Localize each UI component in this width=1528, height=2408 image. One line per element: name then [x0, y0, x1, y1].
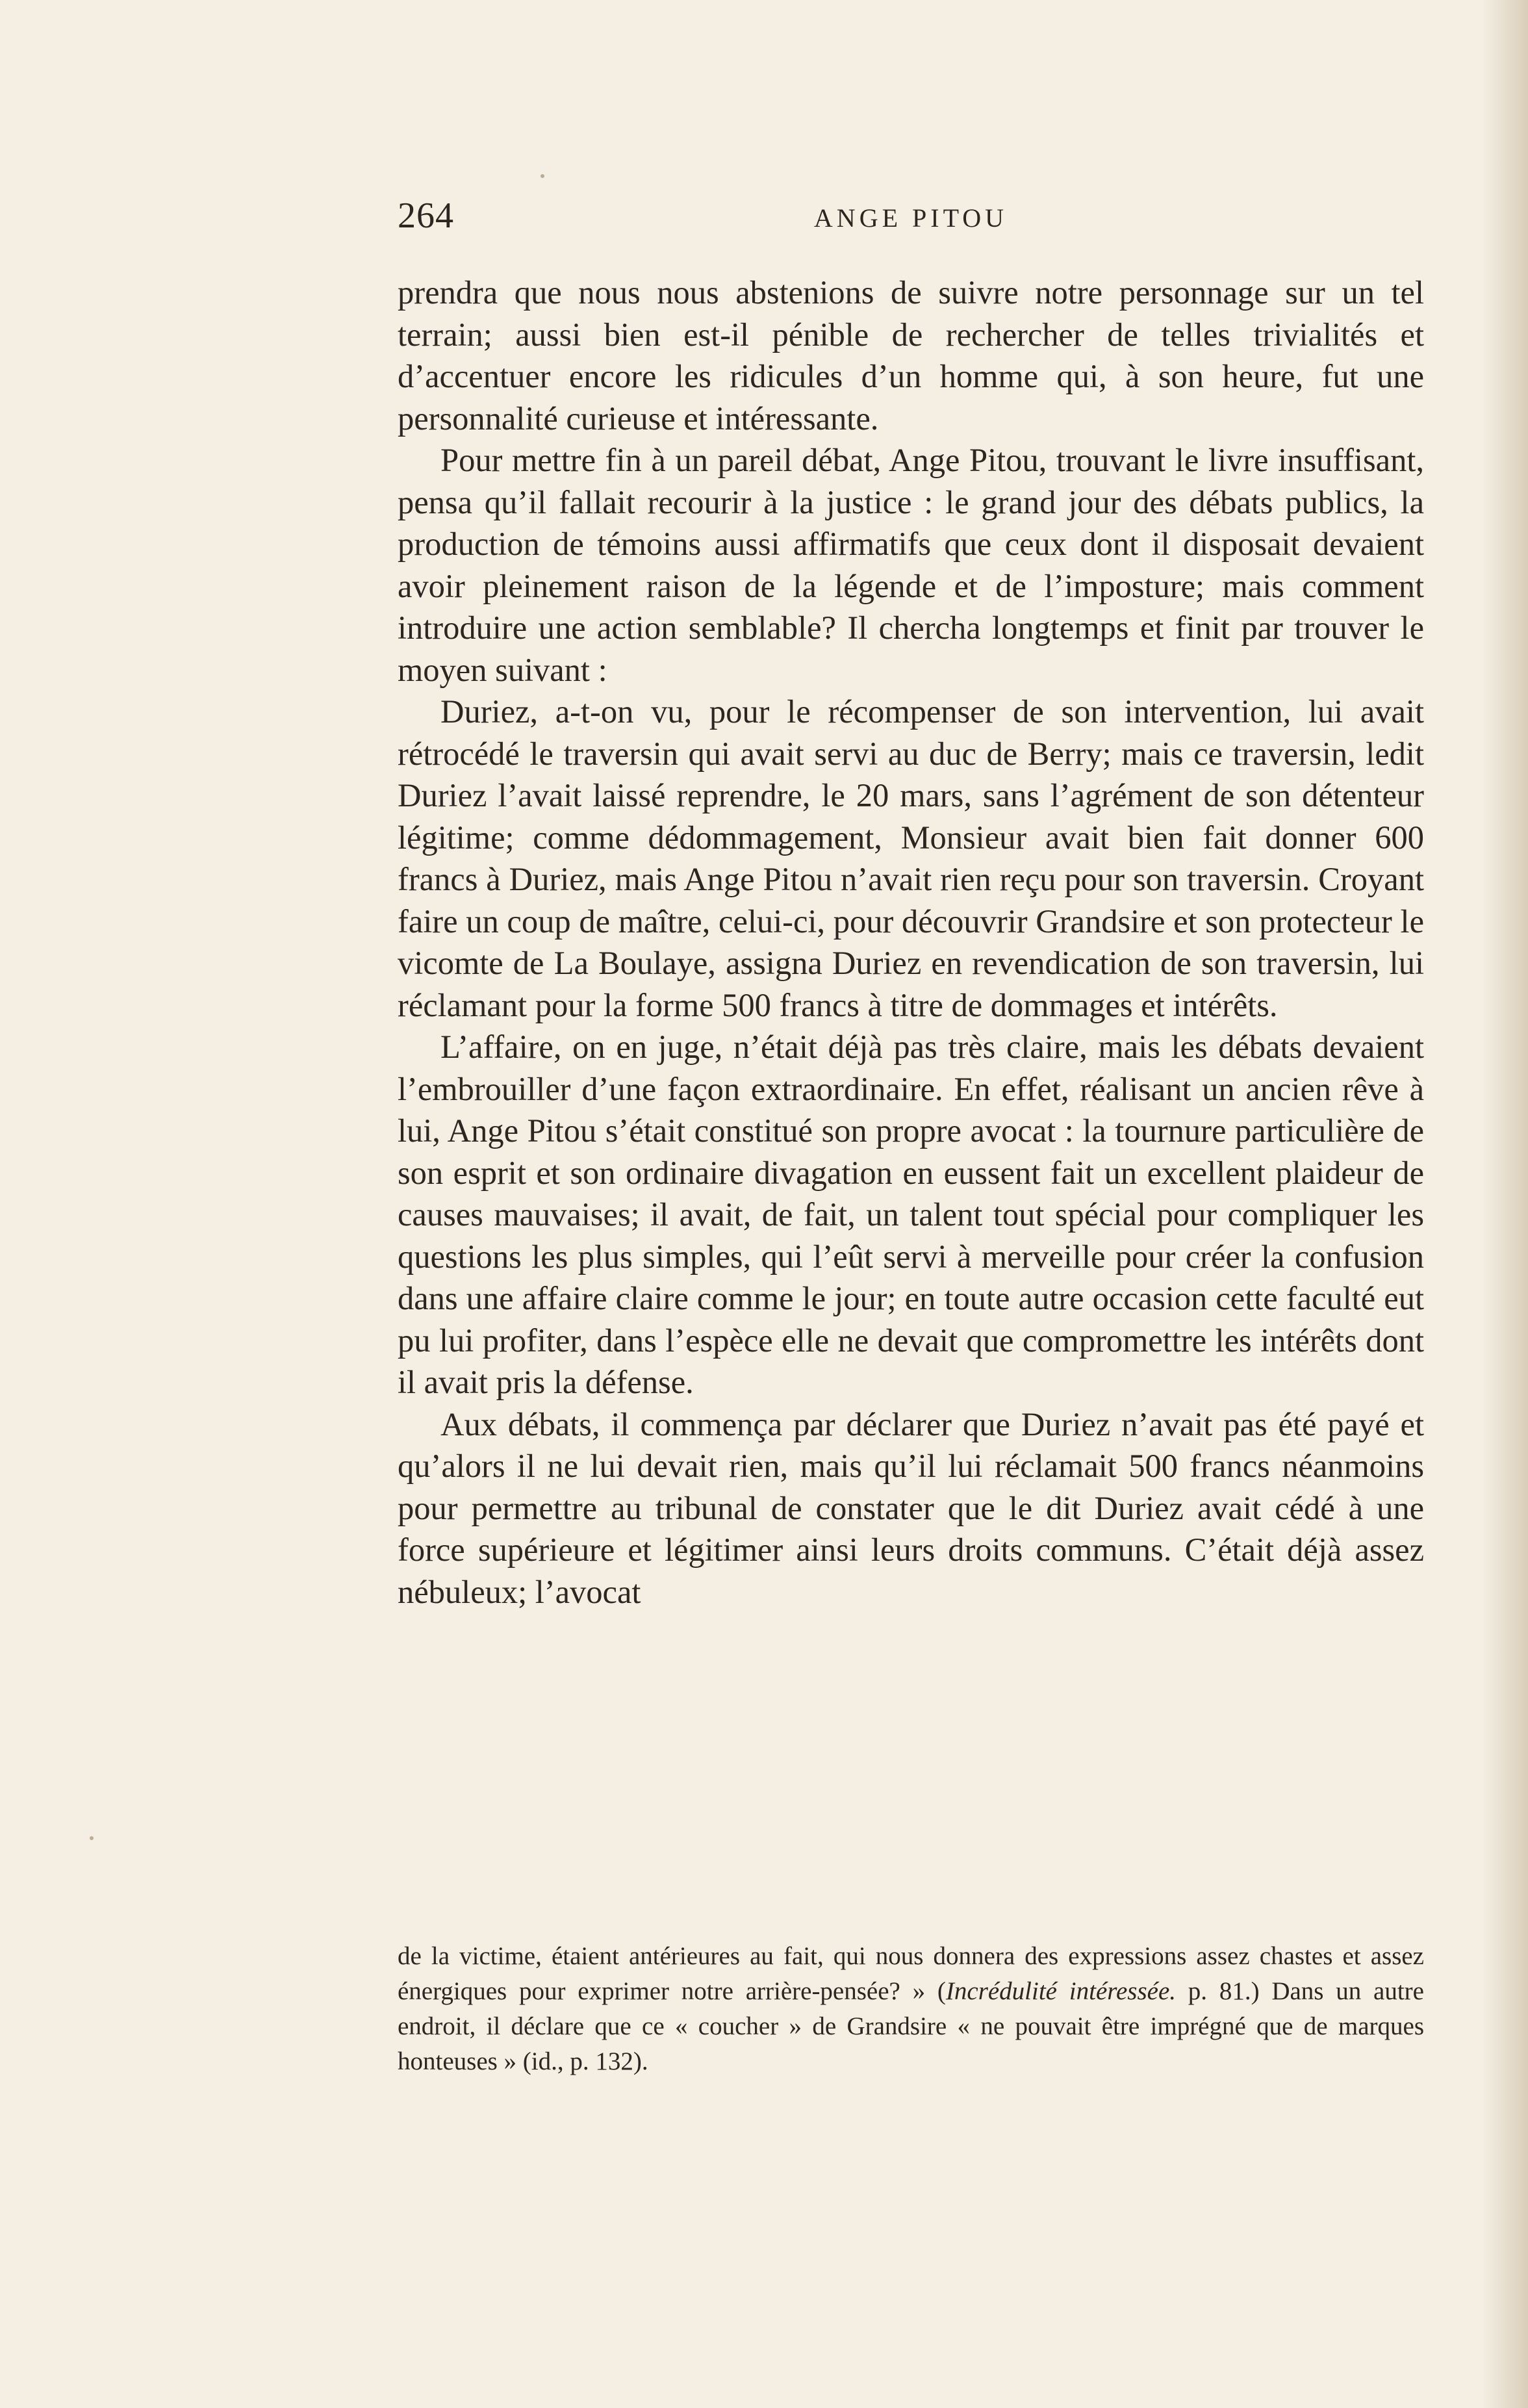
- footnote-italic-title: Incrédulité intéressée.: [945, 1977, 1177, 2005]
- main-text: [398, 272, 1424, 1613]
- page-number: 264: [398, 196, 454, 236]
- paper-speck: [541, 174, 544, 178]
- footnote: [398, 1939, 1424, 2079]
- running-title: ANGE PITOU: [813, 203, 1008, 233]
- footnote-text-start: de la victime, étaient antérieures au fait, qui nous donnera des expressions assez chastes et assez énergiques pour exprimer notre arrière-pensée? » (: [398, 1942, 1424, 2005]
- page-header: [398, 195, 1424, 247]
- footnote-text-end: p. 81.) Dans un autre endroit, il déclare que ce « coucher » de Grandsire « ne pouvait être imprégné que de marques honteuses » (id., p. 132).: [398, 1977, 1424, 2075]
- paragraph: Duriez, a-t-on vu, pour le récompenser de son intervention, lui avait rétrocédé le traversin qui avait servi au duc de Berry; mais ce traversin, ledit Duriez l’avait laissé reprendre, le 20 mars, sans l’agrément de son détenteur légitime; comme dédommagement, Monsieur avait bien fait donner 600 francs à Duriez, mais Ange Pitou n’avait rien reçu pour son traversin. Croyant faire un coup de maître, celui-ci, pour découvrir Grandsire et son protecteur le vicomte de La Boulaye, assigna Duriez en revendication de son traversin, lui réclamant pour la forme 500 francs à titre de dommages et intérêts.: [398, 693, 1424, 1023]
- footnote-text: [398, 1939, 1424, 2079]
- paragraph: Aux débats, il commença par déclarer que Duriez n’avait pas été payé et qu’alors il ne lui devait rien, mais qu’il lui réclamait 500 francs néanmoins pour permettre au tribunal de constater que le dit Duriez avait cédé à une force supérieure et légitimer ainsi leurs droits communs. C’était déjà assez nébuleux; l’avocat: [398, 1405, 1424, 1610]
- page-gutter-shadow: [1483, 0, 1528, 2408]
- paragraph: Pour mettre fin à un pareil débat, Ange Pitou, trouvant le livre insuffisant, pensa qu’il fallait recourir à la justice : le grand jour des débats publics, la production de témoins aussi affirmatifs que ceux dont il disposait devaient avoir pleinement raison de la légende et de l’imposture; mais comment introduire une action semblable? Il chercha longtemps et finit par trouver le moyen suivant :: [398, 442, 1424, 688]
- paragraph: L’affaire, on en juge, n’était déjà pas très claire, mais les débats devaient l’embrouiller d’une façon extraordinaire. En effet, réalisant un ancien rêve à lui, Ange Pitou s’était constitué son propre avocat : la tournure particulière de son esprit et son ordinaire divagation en eussent fait un excellent plaideur de causes mauvaises; il avait, de fait, un talent tout spécial pour compliquer les questions les plus simples, qui l’eût servi à merveille pour créer la confusion dans une affaire claire comme le jour; en toute autre occasion cette faculté eut pu lui profiter, dans l’espèce elle ne devait que compromettre les intérêts dont il avait pris la défense.: [398, 1029, 1424, 1400]
- paper-speck: [90, 1836, 94, 1840]
- paragraph: prendra que nous nous abstenions de suivre notre personnage sur un tel terrain; aussi bien est-il pénible de rechercher de telles trivialités et d’accentuer encore les ridicules d’un homme qui, à son heure, fut une personnalité curieuse et intéressante.: [398, 274, 1424, 437]
